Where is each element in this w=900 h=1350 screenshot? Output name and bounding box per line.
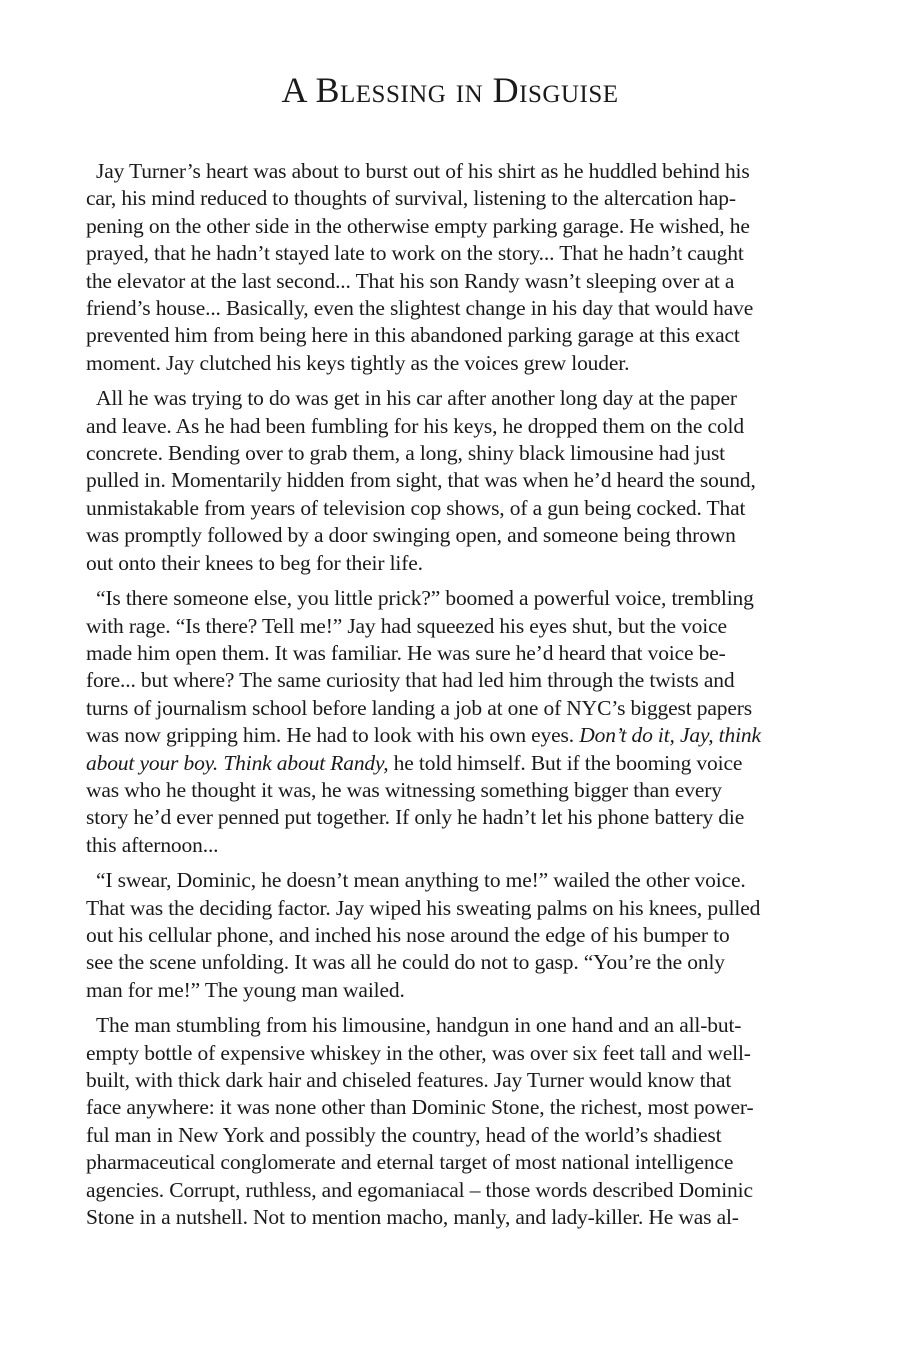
paragraph-3 [76,585,824,859]
chapter-title: A Blessing in Disguise [281,70,619,110]
text-line: built, with thick dark hair and chiseled features. Jay Turner would know that [86,1068,732,1092]
text-line: out onto their knees to beg for their life. [86,550,423,575]
paragraph-2 [76,385,824,577]
text-line: concrete. Bending over to grab them, a long, shiny black limousine had just [86,441,725,466]
text-line: unmistakable from years of television cop shows, of a gun being cocked. That [86,495,746,520]
text-line: friend’s house... Basically, even the slightest change in his day that would have [86,296,754,321]
text-line: All he was trying to do was get in his car after another long day at the paper [96,386,737,411]
text-line: pening on the other side in the otherwise empty parking garage. He wished, he [86,213,750,238]
text-line [76,750,824,777]
italic-thought: about your boy. Think about Randy, [86,750,389,775]
text-line: That was the deciding factor. Jay wiped his sweating palms on his knees, pulled [86,895,761,920]
text-line: pharmaceutical conglomerate and eternal target of most national intelligence [86,1150,734,1175]
text-line: man for me!” The young man wailed. [86,977,405,1002]
text-line: out his cellular phone, and inched his nose around the edge of his bumper to [86,922,730,947]
text-line: Stone in a nutshell. Not to mention macho, manly, and lady-killer. He was al- [86,1205,739,1230]
italic-thought: Don’t do it, Jay, think [579,723,761,748]
text-line: and leave. As he had been fumbling for his keys, he dropped them on the cold [86,413,744,438]
text-line: car, his mind reduced to thoughts of survival, listening to the altercation hap- [86,186,736,211]
text-line: made him open them. It was familiar. He was sure he’d heard that voice be- [86,640,726,665]
text-line: ful man in New York and possibly the country, head of the world’s shadiest [86,1122,722,1147]
text-line: “I swear, Dominic, he doesn’t mean anything to me!” wailed the other voice. [96,868,746,893]
text-line: empty bottle of expensive whiskey in the other, was over six feet tall and well- [86,1040,751,1065]
text-line: turns of journalism school before landing a job at one of NYC’s biggest papers [86,695,753,720]
text-line: with rage. “Is there? Tell me!” Jay had squeezed his eyes shut, but the voice [86,613,727,638]
text-line: prevented him from being here in this abandoned parking garage at this exact [86,323,740,348]
paragraph-4 [76,867,824,1004]
text-line: story he’d ever penned put together. If only he hadn’t let his phone battery die [86,805,745,830]
text-line: agencies. Corrupt, ruthless, and egomaniacal – those words described Dominic [86,1177,753,1202]
text-line: was who he thought it was, he was witnessing something bigger than every [86,777,722,802]
paragraph-1 [76,158,824,377]
text-line [76,722,824,749]
text-segment: he told himself. But if the booming voice [388,750,743,775]
text-line: fore... but where? The same curiosity that had led him through the twists and [86,668,735,693]
text-line: moment. Jay clutched his keys tightly as the voices grew louder. [86,350,630,375]
text-line: pulled in. Momentarily hidden from sight, that was when he’d heard the sound, [86,468,756,493]
text-line: see the scene unfolding. It was all he could do not to gasp. “You’re the only [86,950,725,975]
chapter-body [76,158,824,1231]
paragraph-5 [76,1012,824,1231]
text-line: The man stumbling from his limousine, handgun in one hand and an all-but- [96,1013,742,1038]
text-line: prayed, that he hadn’t stayed late to work on the story... That he hadn’t caught [86,241,744,266]
text-segment: was now gripping him. He had to look with his own eyes. [86,723,574,748]
text-line: was promptly followed by a door swinging open, and someone being thrown [86,523,736,548]
text-line: this afternoon... [86,832,219,857]
text-line: Jay Turner’s heart was about to burst out of his shirt as he huddled behind his [96,159,750,183]
text-line: the elevator at the last second... That his son Randy wasn’t sleeping over at a [86,268,735,293]
text-line: face anywhere: it was none other than Dominic Stone, the richest, most power- [86,1095,754,1120]
text-line: “Is there someone else, you little prick?” boomed a powerful voice, trembling [96,586,754,611]
